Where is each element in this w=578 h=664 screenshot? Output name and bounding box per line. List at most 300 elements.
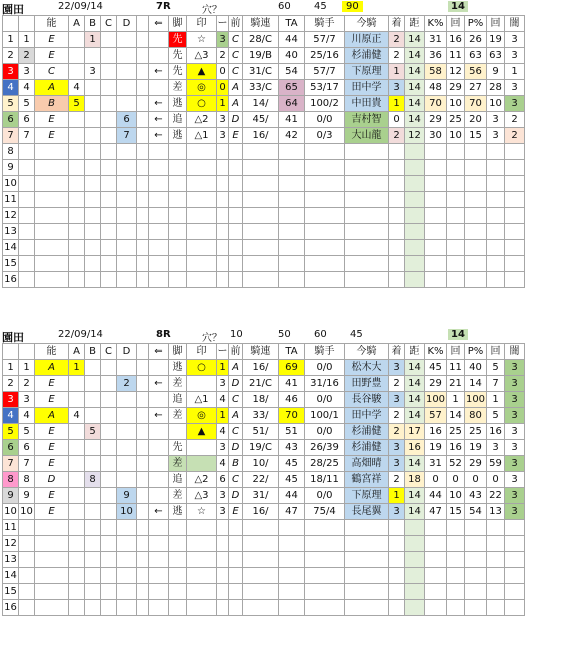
cell-jockey-rate (305, 536, 345, 552)
cell-k-pct (425, 600, 447, 616)
cell-jockey-rate: 75/4 (305, 504, 345, 520)
cell-front (229, 256, 243, 272)
cell-jockey-link: 18/ (243, 392, 279, 408)
race-number: 7R (156, 1, 171, 12)
cell-finish: 2 (389, 48, 405, 64)
cell-count-2: 10 (487, 96, 505, 112)
cell-count: 25 (447, 424, 465, 440)
race-table-8r (2, 343, 525, 616)
cell-p-pct: 80 (465, 408, 487, 424)
cell-current-jockey: 長尾翼 (345, 504, 389, 520)
cell-mark: ☆ (187, 504, 217, 520)
cell-dark: 3 (505, 48, 525, 64)
cell-horse-no: 6 (19, 440, 35, 456)
cell-rank-c (101, 536, 117, 552)
cell-distance: 14 (405, 112, 425, 128)
cell-current-jockey: 杉浦健 (345, 424, 389, 440)
cell-gap (137, 568, 149, 584)
cell-horse-no (19, 176, 35, 192)
cell-gap (137, 456, 149, 472)
cell-row-no: 10 (3, 504, 19, 520)
cell-ta (279, 584, 305, 600)
cell-rank-d (117, 208, 137, 224)
cell-ta: 41 (279, 376, 305, 392)
cell-horse-no: 4 (19, 408, 35, 424)
header-value-4: 45 (350, 329, 363, 340)
cell-k-pct (425, 224, 447, 240)
cell-k-pct (425, 256, 447, 272)
cell-rank-b: 8 (85, 472, 101, 488)
cell-count (447, 240, 465, 256)
cell-dash (217, 272, 229, 288)
cell-jockey-rate: 100/2 (305, 96, 345, 112)
cell-rank-d (117, 176, 137, 192)
cell-jockey-link (243, 568, 279, 584)
cell-dash (217, 536, 229, 552)
cell-arrow (149, 600, 169, 616)
cell-count-2: 22 (487, 488, 505, 504)
cell-p-pct: 19 (465, 440, 487, 456)
cell-dark (505, 584, 525, 600)
table-row (3, 600, 525, 616)
cell-count-2 (487, 272, 505, 288)
cell-count (447, 256, 465, 272)
cell-jockey-rate: 18/11 (305, 472, 345, 488)
column-header-jockey-rate: 騎手 (305, 16, 345, 32)
cell-row-no: 3 (3, 392, 19, 408)
cell-dash (217, 144, 229, 160)
cell-p-pct: 14 (465, 376, 487, 392)
cell-distance: 14 (405, 376, 425, 392)
cell-rank-d: 6 (117, 112, 137, 128)
cell-dash (217, 224, 229, 240)
cell-rank-d (117, 584, 137, 600)
cell-k-pct: 58 (425, 64, 447, 80)
cell-arrow (149, 360, 169, 376)
cell-mark: ▲ (187, 424, 217, 440)
cell-style (169, 520, 187, 536)
cell-rank-c (101, 240, 117, 256)
cell-front: D (229, 488, 243, 504)
cell-horse-no: 2 (19, 48, 35, 64)
cell-gap (137, 472, 149, 488)
cell-ta: 64 (279, 96, 305, 112)
cell-jockey-rate: 0/3 (305, 128, 345, 144)
cell-gap (137, 208, 149, 224)
cell-row-no: 10 (3, 176, 19, 192)
cell-gap (137, 224, 149, 240)
cell-mark (187, 376, 217, 392)
column-header-count-2: 回 (487, 16, 505, 32)
table-row (3, 472, 525, 488)
table-row (3, 112, 525, 128)
header-value-4: 90 (342, 1, 363, 12)
cell-style: 追 (169, 472, 187, 488)
cell-horse-no: 4 (19, 80, 35, 96)
cell-style (169, 208, 187, 224)
cell-k-pct: 29 (425, 376, 447, 392)
table-row (3, 360, 525, 376)
cell-front (229, 176, 243, 192)
cell-dash: 3 (217, 32, 229, 48)
cell-distance: 14 (405, 488, 425, 504)
cell-arrow (149, 392, 169, 408)
cell-rank-d (117, 272, 137, 288)
cell-p-pct: 43 (465, 488, 487, 504)
cell-jockey-link: 31/ (243, 488, 279, 504)
column-header-dark: 闇 (505, 344, 525, 360)
cell-front: D (229, 112, 243, 128)
cell-finish (389, 224, 405, 240)
cell-style (169, 272, 187, 288)
cell-style: 先 (169, 64, 187, 80)
distance-label: 14 (448, 1, 468, 12)
cell-rank-a (69, 48, 85, 64)
cell-ta (279, 520, 305, 536)
cell-jockey-rate: 26/39 (305, 440, 345, 456)
cell-jockey-rate: 25/16 (305, 48, 345, 64)
cell-mark (187, 192, 217, 208)
cell-p-pct: 56 (465, 64, 487, 80)
cell-k-pct (425, 584, 447, 600)
cell-jockey-link: 33/C (243, 80, 279, 96)
cell-rank-c (101, 424, 117, 440)
cell-jockey-rate (305, 176, 345, 192)
cell-dash: 6 (217, 472, 229, 488)
cell-style: 差 (169, 376, 187, 392)
cell-p-pct (465, 176, 487, 192)
cell-rank-a (69, 552, 85, 568)
cell-current-jockey (345, 256, 389, 272)
cell-count-2 (487, 536, 505, 552)
cell-dash (217, 552, 229, 568)
cell-mark: ◎ (187, 408, 217, 424)
cell-rank-a (69, 424, 85, 440)
cell-jockey-rate (305, 240, 345, 256)
cell-style: 差 (169, 488, 187, 504)
cell-distance: 14 (405, 32, 425, 48)
cell-count: 21 (447, 376, 465, 392)
column-header-rank-a: A (69, 344, 85, 360)
cell-jockey-link (243, 192, 279, 208)
cell-count-2 (487, 224, 505, 240)
cell-mark (187, 552, 217, 568)
cell-mark (187, 208, 217, 224)
header-value-3: 60 (314, 329, 327, 340)
column-header-ability: 能 (35, 344, 69, 360)
cell-current-jockey: 下原理 (345, 64, 389, 80)
cell-ability (35, 568, 69, 584)
venue-label: 園田 (2, 331, 24, 344)
cell-ta: 70 (279, 408, 305, 424)
cell-ability: E (35, 440, 69, 456)
cell-finish (389, 584, 405, 600)
column-header-jockey-link: 騎連 (243, 344, 279, 360)
cell-rank-c (101, 64, 117, 80)
cell-k-pct (425, 160, 447, 176)
cell-front (229, 600, 243, 616)
cell-distance (405, 272, 425, 288)
cell-dark: 3 (505, 408, 525, 424)
cell-rank-b (85, 392, 101, 408)
cell-rank-c (101, 360, 117, 376)
cell-horse-no: 7 (19, 456, 35, 472)
cell-rank-c (101, 568, 117, 584)
cell-mark: △1 (187, 392, 217, 408)
cell-mark: △2 (187, 112, 217, 128)
cell-finish (389, 208, 405, 224)
column-header-finish: 着 (389, 344, 405, 360)
cell-current-jockey (345, 568, 389, 584)
cell-rank-b (85, 128, 101, 144)
cell-dark (505, 192, 525, 208)
cell-rank-a (69, 600, 85, 616)
race-block-8r (2, 328, 576, 616)
table-row (3, 376, 525, 392)
cell-ability: E (35, 456, 69, 472)
cell-distance: 14 (405, 456, 425, 472)
cell-rank-d (117, 568, 137, 584)
cell-k-pct: 30 (425, 128, 447, 144)
cell-rank-a (69, 224, 85, 240)
cell-style: 逃 (169, 504, 187, 520)
cell-ta (279, 272, 305, 288)
cell-arrow (149, 520, 169, 536)
cell-row-no: 6 (3, 112, 19, 128)
cell-finish: 3 (389, 360, 405, 376)
cell-gap (137, 240, 149, 256)
cell-distance (405, 520, 425, 536)
cell-rank-b (85, 48, 101, 64)
cell-jockey-link (243, 536, 279, 552)
cell-dash: 1 (217, 360, 229, 376)
cell-dash: 3 (217, 488, 229, 504)
table-row (3, 504, 525, 520)
cell-style (169, 144, 187, 160)
cell-distance: 12 (405, 128, 425, 144)
cell-finish: 0 (389, 112, 405, 128)
hole-label: 穴？ (202, 5, 222, 16)
cell-rank-b (85, 536, 101, 552)
cell-rank-b (85, 176, 101, 192)
cell-count-2: 7 (487, 376, 505, 392)
cell-front (229, 224, 243, 240)
cell-ta: 47 (279, 504, 305, 520)
cell-rank-a (69, 472, 85, 488)
cell-arrow (149, 552, 169, 568)
cell-mark: ☆ (187, 32, 217, 48)
hole-label: 穴？ (202, 333, 222, 344)
column-header-rank-a: A (69, 16, 85, 32)
header-value-2: 50 (278, 329, 291, 340)
cell-front: C (229, 392, 243, 408)
table-row (3, 440, 525, 456)
cell-distance: 14 (405, 64, 425, 80)
cell-p-pct: 27 (465, 80, 487, 96)
cell-p-pct (465, 568, 487, 584)
cell-distance: 14 (405, 80, 425, 96)
cell-dash (217, 240, 229, 256)
cell-row-no: 4 (3, 80, 19, 96)
cell-dark: 3 (505, 80, 525, 96)
cell-distance: 18 (405, 472, 425, 488)
cell-dark: 3 (505, 488, 525, 504)
cell-count (447, 536, 465, 552)
cell-arrow: ← (149, 128, 169, 144)
cell-gap (137, 408, 149, 424)
cell-finish: 3 (389, 440, 405, 456)
cell-dash: 3 (217, 128, 229, 144)
cell-finish (389, 552, 405, 568)
cell-jockey-rate (305, 520, 345, 536)
cell-style (169, 240, 187, 256)
cell-dash: 1 (217, 408, 229, 424)
cell-k-pct: 47 (425, 504, 447, 520)
cell-row-no: 2 (3, 48, 19, 64)
cell-distance: 14 (405, 408, 425, 424)
cell-count (447, 144, 465, 160)
cell-distance (405, 552, 425, 568)
cell-style (169, 160, 187, 176)
cell-k-pct: 31 (425, 32, 447, 48)
cell-count (447, 160, 465, 176)
cell-horse-no (19, 256, 35, 272)
cell-ta: 44 (279, 32, 305, 48)
cell-rank-c (101, 584, 117, 600)
column-header-count: 回 (447, 344, 465, 360)
cell-current-jockey: 杉浦健 (345, 48, 389, 64)
cell-k-pct: 44 (425, 488, 447, 504)
cell-rank-d (117, 360, 137, 376)
cell-rank-c (101, 112, 117, 128)
cell-rank-d (117, 64, 137, 80)
cell-dash: 3 (217, 504, 229, 520)
cell-rank-b (85, 160, 101, 176)
cell-rank-a (69, 568, 85, 584)
cell-gap (137, 160, 149, 176)
cell-ta (279, 600, 305, 616)
cell-count: 16 (447, 32, 465, 48)
cell-row-no: 9 (3, 488, 19, 504)
cell-k-pct: 57 (425, 408, 447, 424)
cell-gap (137, 376, 149, 392)
cell-horse-no (19, 208, 35, 224)
cell-gap (137, 80, 149, 96)
cell-dash: 0 (217, 80, 229, 96)
cell-front: E (229, 504, 243, 520)
cell-current-jockey (345, 272, 389, 288)
cell-mark: △3 (187, 488, 217, 504)
cell-count-2 (487, 568, 505, 584)
column-header-current-jockey: 今騎 (345, 16, 389, 32)
cell-count-2 (487, 144, 505, 160)
cell-dash (217, 600, 229, 616)
cell-dark (505, 536, 525, 552)
cell-ta (279, 240, 305, 256)
cell-p-pct (465, 256, 487, 272)
cell-rank-d (117, 536, 137, 552)
cell-ta (279, 552, 305, 568)
column-header-dark: 闇 (505, 16, 525, 32)
cell-arrow: ← (149, 96, 169, 112)
cell-count-2 (487, 520, 505, 536)
cell-gap (137, 272, 149, 288)
cell-jockey-link (243, 208, 279, 224)
cell-rank-a: 1 (69, 360, 85, 376)
cell-count-2 (487, 256, 505, 272)
cell-dark: 3 (505, 424, 525, 440)
cell-front: B (229, 456, 243, 472)
cell-count (447, 272, 465, 288)
cell-horse-no (19, 144, 35, 160)
cell-rank-b (85, 256, 101, 272)
cell-style: 追 (169, 112, 187, 128)
cell-dark: 3 (505, 504, 525, 520)
cell-style: 先 (169, 32, 187, 48)
cell-count: 12 (447, 64, 465, 80)
cell-rank-d (117, 520, 137, 536)
cell-horse-no (19, 224, 35, 240)
cell-count-2: 13 (487, 504, 505, 520)
cell-gap (137, 32, 149, 48)
cell-front: A (229, 80, 243, 96)
cell-p-pct: 100 (465, 392, 487, 408)
cell-jockey-rate (305, 272, 345, 288)
cell-rank-a (69, 176, 85, 192)
cell-gap (137, 176, 149, 192)
race-header (2, 328, 576, 343)
cell-current-jockey: 大山龍 (345, 128, 389, 144)
column-header-rank-d: D (117, 16, 137, 32)
cell-front (229, 208, 243, 224)
cell-row-no: 9 (3, 160, 19, 176)
cell-rank-d (117, 32, 137, 48)
cell-horse-no (19, 584, 35, 600)
cell-mark (187, 272, 217, 288)
cell-rank-d: 2 (117, 376, 137, 392)
cell-style: 先 (169, 48, 187, 64)
cell-gap (137, 48, 149, 64)
cell-finish (389, 256, 405, 272)
cell-jockey-link: 14/ (243, 96, 279, 112)
column-header-k-pct: K% (425, 16, 447, 32)
cell-rank-b (85, 208, 101, 224)
cell-rank-c (101, 192, 117, 208)
cell-distance (405, 208, 425, 224)
cell-front: A (229, 360, 243, 376)
cell-dark: 3 (505, 376, 525, 392)
cell-dark (505, 208, 525, 224)
cell-jockey-rate: 53/17 (305, 80, 345, 96)
cell-distance (405, 600, 425, 616)
cell-arrow: ← (149, 376, 169, 392)
cell-ability (35, 584, 69, 600)
cell-p-pct (465, 144, 487, 160)
cell-distance (405, 584, 425, 600)
cell-rank-d (117, 48, 137, 64)
table-row (3, 256, 525, 272)
cell-dash: 3 (217, 440, 229, 456)
cell-front (229, 568, 243, 584)
cell-k-pct: 0 (425, 472, 447, 488)
cell-style: 逃 (169, 360, 187, 376)
cell-p-pct (465, 192, 487, 208)
cell-rank-a (69, 440, 85, 456)
cell-rank-c (101, 80, 117, 96)
cell-k-pct: 19 (425, 440, 447, 456)
cell-style: 差 (169, 456, 187, 472)
cell-rank-b (85, 456, 101, 472)
